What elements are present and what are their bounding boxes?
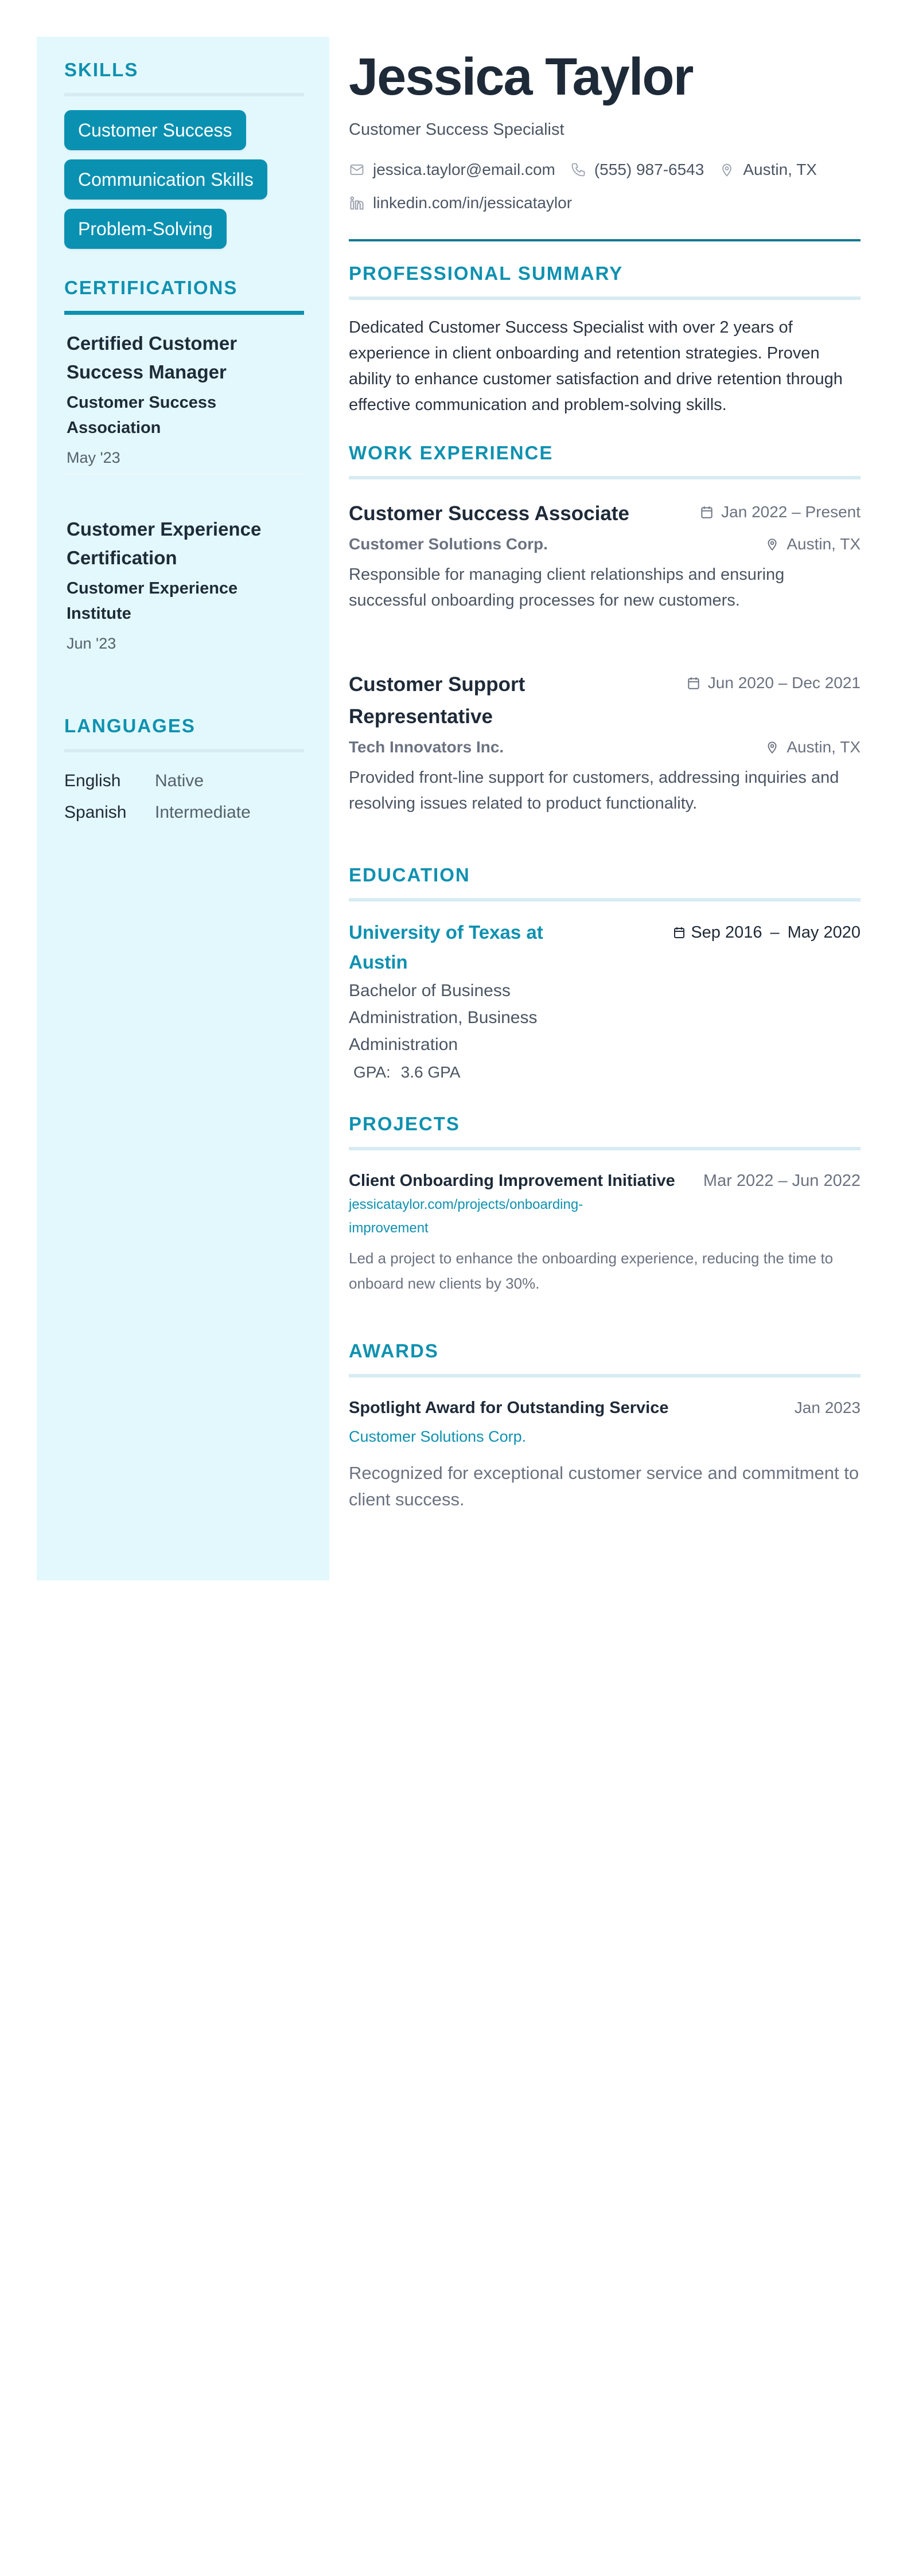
certifications-section [64, 276, 304, 315]
experience-item [349, 498, 861, 614]
sidebar [37, 37, 329, 1580]
awards-heading: AWARDS [349, 1340, 439, 1361]
candidate-name: Jessica Taylor [349, 48, 693, 106]
summary-text: Dedicated Customer Success Specialist with over 2 years of experience in client onboarding and retention strategies. Proven ability to enhance customer satisfaction and drive retention through effective communication and problem-solving skills. [349, 318, 843, 414]
job-location: Austin, TX [765, 530, 861, 559]
job-title: Customer Success Associate [349, 502, 629, 525]
certification-org: Customer Experience Institute [67, 579, 238, 623]
language-level: Native [155, 771, 204, 790]
job-location: Austin, TX [765, 733, 861, 762]
project-description: Led a project to enhance the onboarding experience, reducing the time to onboard new clients by 30%. [349, 1250, 834, 1292]
contact-email[interactable] [349, 158, 555, 181]
language-row [64, 765, 304, 797]
award-date: Jan 2023 [794, 1399, 861, 1416]
company-name: Tech Innovators Inc. [349, 738, 504, 756]
contact-phone[interactable] [570, 158, 704, 181]
language-level: Intermediate [155, 803, 251, 822]
map-pin-icon [719, 162, 735, 178]
map-pin-icon [765, 537, 780, 552]
section-divider [349, 1374, 861, 1377]
contact-row-2 [349, 192, 861, 214]
education-section [349, 864, 861, 901]
section-divider [349, 476, 861, 479]
award-description: Recognized for exceptional customer service and commitment to client success. [349, 1463, 859, 1509]
skill-chip: Customer Success [64, 110, 246, 150]
education-dates: Sep 2016 – May 2020 [672, 918, 861, 947]
summary-section [349, 262, 861, 418]
job-description: Provided front-line support for customers, addressing inquiries and resolving issues related to product functionality. [349, 768, 839, 813]
contact-linkedin[interactable] [349, 192, 572, 214]
linkedin-icon [349, 195, 365, 211]
section-divider [64, 311, 304, 315]
skill-chip: Problem-Solving [64, 209, 227, 249]
skills-list [64, 110, 304, 249]
contact-location [719, 158, 817, 181]
candidate-title: Customer Success Specialist [349, 120, 564, 139]
language-row [64, 797, 304, 828]
experience-item [349, 669, 861, 817]
award-title: Spotlight Award for Outstanding Service [349, 1399, 669, 1417]
skills-heading: SKILLS [64, 59, 139, 80]
project-link[interactable]: jessicataylor.com/projects/onboarding-improvement [349, 1197, 583, 1236]
skill-chip: Communication Skills [64, 159, 267, 200]
projects-heading: PROJECTS [349, 1113, 460, 1134]
award-org: Customer Solutions Corp. [349, 1428, 527, 1445]
job-description: Responsible for managing client relationships and ensuring successful onboarding processes for new customers. [349, 565, 785, 610]
project-title: Client Onboarding Improvement Initiative [349, 1172, 675, 1190]
job-dates: Jan 2022 – Present [699, 498, 861, 526]
phone-text: (555) 987-6543 [594, 161, 704, 178]
languages-section [64, 715, 304, 828]
section-divider [349, 1147, 861, 1150]
certification-title: Customer Experience Certification [67, 518, 262, 568]
contact-row [349, 158, 861, 181]
experience-heading: WORK EXPERIENCE [349, 442, 554, 463]
certification-date: May '23 [67, 449, 120, 466]
certification-date: Jun '23 [67, 635, 116, 652]
section-divider [349, 296, 861, 300]
education-heading: EDUCATION [349, 864, 470, 885]
section-divider [64, 749, 304, 752]
summary-heading: PROFESSIONAL SUMMARY [349, 263, 624, 284]
awards-section [349, 1340, 861, 1377]
languages-list [64, 765, 304, 828]
certification-title: Certified Customer Success Manager [67, 333, 238, 383]
award-item [349, 1395, 861, 1513]
job-title: Customer Support Representative [349, 673, 525, 728]
school-name: University of Texas at Austin [349, 922, 543, 973]
map-pin-icon [765, 740, 780, 755]
mail-icon [349, 162, 365, 178]
calendar-icon [672, 925, 686, 940]
company-name: Customer Solutions Corp. [349, 535, 548, 553]
calendar-icon [699, 505, 714, 520]
project-item [349, 1169, 861, 1296]
language-name: English [64, 771, 121, 790]
email-text: jessica.taylor@email.com [373, 161, 555, 178]
section-divider [64, 93, 304, 96]
experience-section [349, 442, 861, 479]
projects-section [349, 1113, 861, 1150]
education-item [349, 918, 861, 1087]
gpa: GPA: 3.6 GPA [353, 1063, 461, 1081]
section-divider [349, 898, 861, 901]
calendar-icon [686, 676, 701, 690]
linkedin-text: linkedin.com/in/jessicataylor [373, 194, 573, 212]
languages-heading: LANGUAGES [64, 715, 196, 736]
header-divider [349, 239, 861, 241]
skills-section [64, 58, 304, 258]
degree: Bachelor of Business Administration, Business Administration [349, 981, 538, 1054]
language-name: Spanish [64, 803, 127, 822]
phone-icon [570, 162, 586, 178]
certification-org: Customer Success Association [67, 393, 217, 437]
certifications-heading: CERTIFICATIONS [64, 277, 238, 298]
location-text: Austin, TX [743, 161, 817, 178]
job-dates: Jun 2020 – Dec 2021 [686, 669, 861, 697]
project-dates: Mar 2022 – Jun 2022 [703, 1172, 861, 1190]
